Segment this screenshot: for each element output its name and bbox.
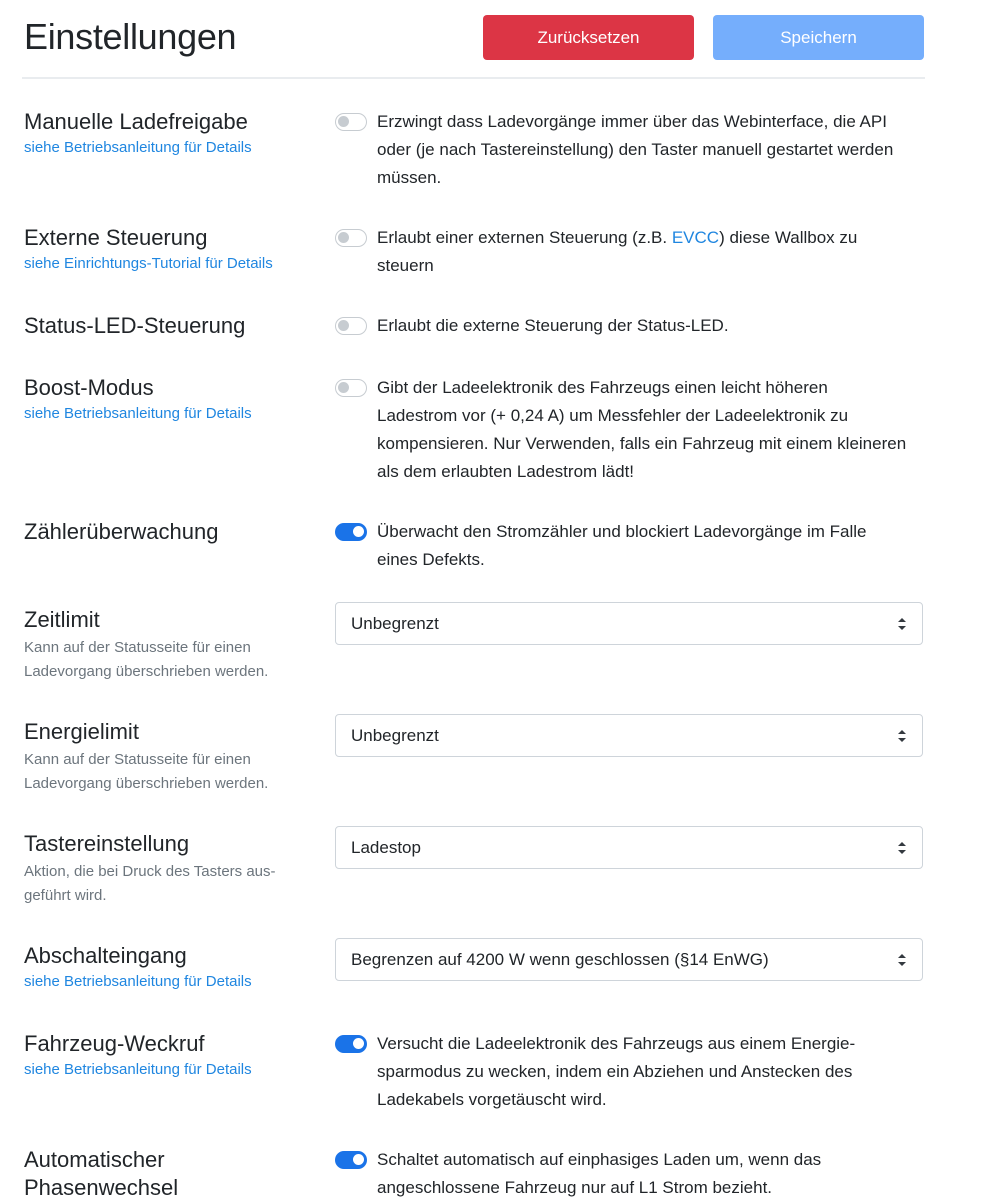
- setting-hint: Aktion, die bei Druck des Tasters aus-geführt wird.: [24, 863, 276, 904]
- vehicle-wakeup-toggle[interactable]: [335, 1035, 367, 1053]
- manual-link[interactable]: siehe Betriebsanleitung für Details: [24, 139, 252, 156]
- status-led-toggle[interactable]: [335, 317, 367, 335]
- save-button[interactable]: Speichern: [713, 15, 924, 60]
- meter-monitoring-toggle[interactable]: [335, 523, 367, 541]
- evcc-link[interactable]: EVCC: [671, 228, 720, 247]
- setting-description: Gibt der Ladeelektronik des Fahrzeugs einen leicht höheren Ladestrom vor (+ 0,24 A) um Messfehler der Ladeelektronik zu kompensieren. Nur Verwenden, falls ein Fahrzeug mit einem kleineren als dem erlaubten Ladestrom lädt!: [377, 378, 907, 481]
- shutdown-input-select[interactable]: [335, 938, 923, 981]
- manual-link[interactable]: siehe Betriebsanleitung für Details: [24, 1061, 252, 1078]
- select-arrows-icon: [897, 951, 907, 969]
- setting-label: Externe Steuerung: [24, 225, 208, 250]
- setting-description: Erzwingt dass Ladevorgänge immer über das Webinterface, die API oder (je nach Tastereinstellung) den Taster manuell gestartet werden müssen.: [377, 112, 894, 187]
- setting-label: Abschalteingang: [24, 943, 187, 968]
- manual-charge-toggle[interactable]: [335, 113, 367, 131]
- page-title: Einstellungen: [24, 16, 237, 57]
- setting-description: Schaltet automatisch auf einphasiges Laden um, wenn das angeschlossene Fahrzeug nur auf L1 Strom bezieht.: [377, 1150, 822, 1197]
- toggle-knob: [353, 1154, 364, 1165]
- toggle-knob: [353, 526, 364, 537]
- setting-description: Erlaubt die externe Steuerung der Status-LED.: [377, 316, 729, 335]
- setting-description: Überwacht den Stromzähler und blockiert Ladevorgänge im Falle eines Defekts.: [377, 522, 867, 569]
- button-config-select[interactable]: [335, 826, 923, 869]
- setting-label: Zeitlimit: [24, 607, 100, 632]
- select-arrows-icon: [897, 615, 907, 633]
- auto-phase-switch-toggle[interactable]: [335, 1151, 367, 1169]
- select-value: Ladestop: [351, 838, 421, 857]
- toggle-knob: [338, 116, 349, 127]
- setting-hint: Kann auf der Statusseite für einen Ladevorgang überschrieben werden.: [24, 751, 269, 792]
- setting-label: Zählerüberwachung: [24, 519, 219, 544]
- select-value: Begrenzen auf 4200 W wenn geschlossen (§14 EnWG): [351, 950, 769, 969]
- desc-text-pre: Erlaubt einer externen Steuerung (z.B.: [377, 228, 672, 247]
- select-arrows-icon: [897, 839, 907, 857]
- setting-label: Status-LED-Steuerung: [24, 313, 246, 338]
- reset-button[interactable]: Zurücksetzen: [483, 15, 694, 60]
- setting-label: Automatischer Phasenwechsel: [24, 1147, 179, 1200]
- time-limit-select[interactable]: [335, 602, 923, 645]
- select-value: Unbegrenzt: [351, 726, 439, 745]
- setting-label: Fahrzeug-Weckruf: [24, 1031, 205, 1056]
- select-value: Unbegrenzt: [351, 614, 439, 633]
- toggle-knob: [338, 320, 349, 331]
- toggle-knob: [338, 232, 349, 243]
- setting-label: Tastereinstellung: [24, 831, 190, 856]
- header-divider: [22, 77, 925, 79]
- setting-label: Boost-Modus: [24, 375, 154, 400]
- setting-label: Manuelle Ladefreigabe: [24, 109, 248, 134]
- desc-text-post: ) diese Wallbox zu steuern: [377, 228, 858, 275]
- setting-description: [377, 224, 907, 280]
- boost-mode-toggle[interactable]: [335, 379, 367, 397]
- setting-description: Versucht die Ladeelektronik des Fahrzeugs aus einem Energie-sparmodus zu wecken, indem ein Abziehen und Anstecken des Ladekabels vorgetäuscht wird.: [377, 1034, 856, 1109]
- page-header: [0, 0, 994, 80]
- external-control-toggle[interactable]: [335, 229, 367, 247]
- energy-limit-select[interactable]: [335, 714, 923, 757]
- toggle-knob: [353, 1038, 364, 1049]
- setting-label: Energielimit: [24, 719, 139, 744]
- select-arrows-icon: [897, 727, 907, 745]
- manual-link[interactable]: siehe Betriebsanleitung für Details: [24, 405, 252, 422]
- setting-hint: Kann auf der Statusseite für einen Ladevorgang überschrieben werden.: [24, 639, 269, 680]
- tutorial-link[interactable]: siehe Einrichtungs-Tutorial für Details: [24, 255, 273, 272]
- manual-link[interactable]: siehe Betriebsanleitung für Details: [24, 973, 252, 990]
- toggle-knob: [338, 382, 349, 393]
